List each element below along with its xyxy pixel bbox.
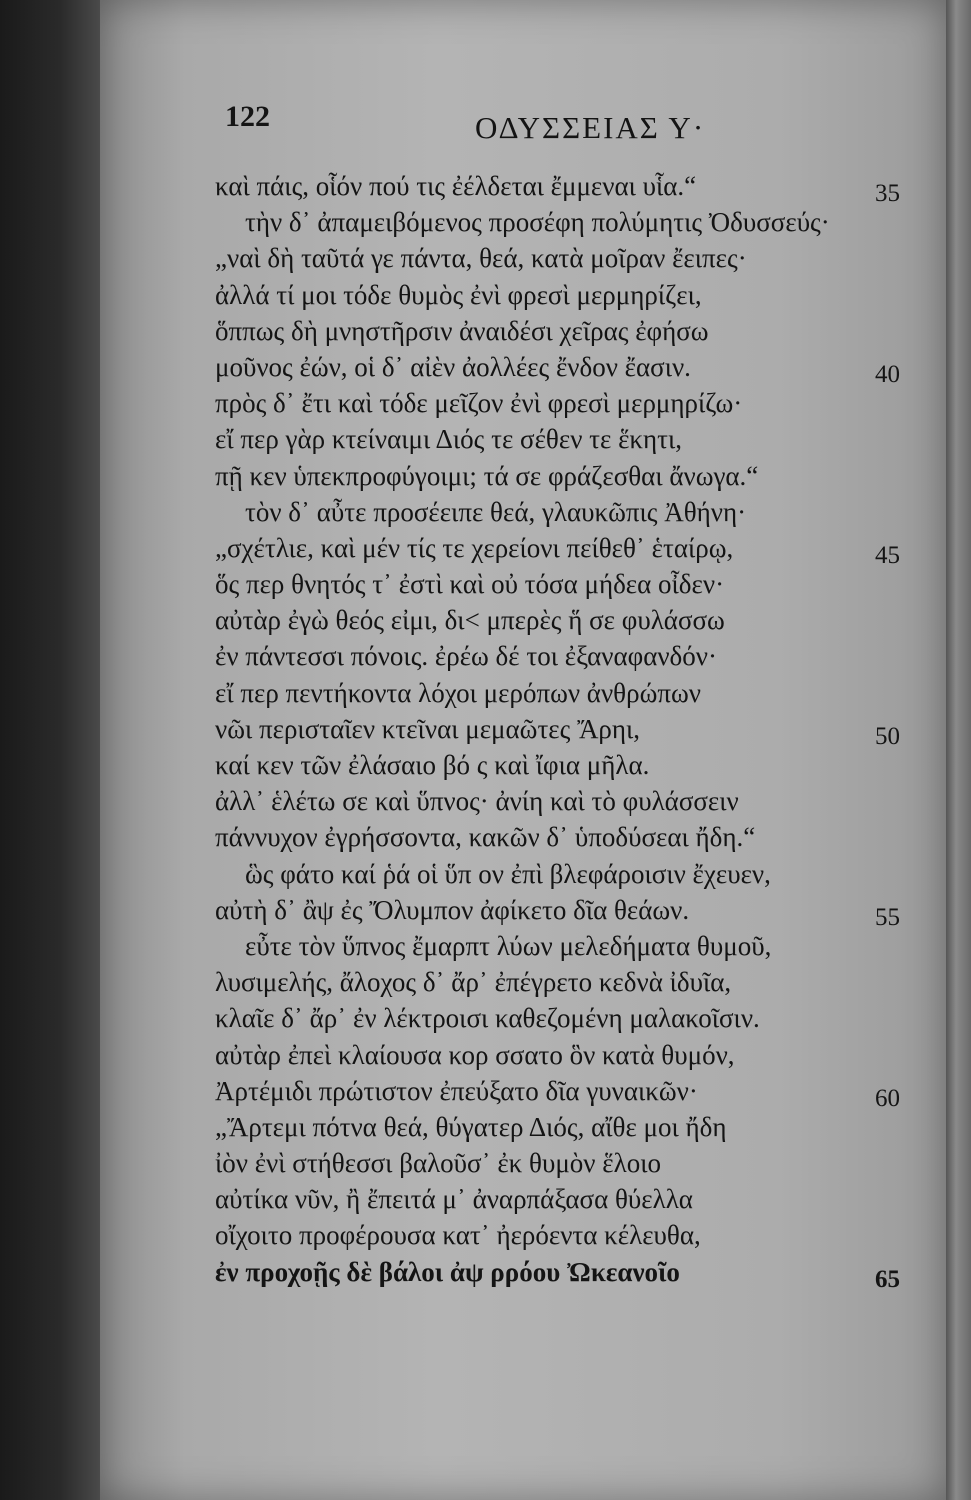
verse-line	[215, 747, 935, 783]
verse-line	[215, 856, 935, 892]
verse-line	[215, 1145, 935, 1181]
verse-text: μοῦνος ἐών, οἱ δ᾽ αἰὲν ἀολλέες ἔνδον ἔασιν.	[215, 351, 691, 382]
line-number: 45	[875, 541, 900, 569]
verse-text: οἴχοιτο προφέρουσα κατ᾽ ἠερόεντα κέλευθα,	[215, 1220, 701, 1251]
verse-line	[215, 638, 935, 674]
verse-text: πῇ κεν ὑπεκπροφύγοιμι; τά σε φράζεσθαι ἄνωγα.“	[215, 460, 759, 491]
verse-text: αὐτίκα νῦν, ἢ ἔπειτά μ᾽ ἀναρπάξασα θύελλα	[215, 1184, 693, 1215]
verse-line	[215, 1254, 935, 1293]
verse-line	[215, 602, 935, 638]
verse-line	[215, 1181, 935, 1217]
verse-line	[215, 964, 935, 1000]
verse-line	[215, 313, 935, 349]
line-number: 65	[875, 1265, 900, 1293]
verse-text: καί κεν τῶν ἐλάσαιο βό ς καὶ ἴφια μῆλα.	[215, 750, 650, 780]
verse-line	[215, 168, 935, 207]
verse-text: αὐτὰρ ἐπεὶ κλαίουσα κορ σσατο ὃν κατὰ θυμόν,	[215, 1039, 735, 1070]
verse-text: πρὸς δ᾽ ἔτι καὶ τόδε μεῖζον ἐνὶ φρεσὶ μερμηρίζω·	[215, 388, 743, 419]
verse-line	[215, 711, 935, 750]
verse-text: τὴν δ᾽ ἀπαμειβόμενος προσέφη πολύμητις Ὀδυσσεύς·	[245, 207, 830, 238]
verse-line	[215, 928, 935, 964]
verse-text: καὶ πάις, οἷόν πού τις ἐέλδεται ἔμμεναι υἷα.“	[215, 171, 697, 201]
scan-left-margin	[0, 0, 100, 1500]
verse-line	[215, 1037, 935, 1073]
verse-text: τὸν δ᾽ αὖτε προσέειπε θεά, γλαυκῶπις Ἀθήνη·	[245, 496, 747, 527]
verse-line	[215, 1109, 935, 1145]
line-number: 50	[875, 722, 900, 750]
verse-line	[215, 675, 935, 711]
verse-text: ὅς περ θνητός τ᾽ ἐστὶ καὶ οὐ τόσα μήδεα οἶδεν·	[215, 569, 725, 600]
verse-line	[215, 385, 935, 421]
verse-line	[215, 1000, 935, 1036]
verse-text: λυσιμελής, ἄλοχος δ᾽ ἄρ᾽ ἐπέγρετο κεδνὰ ἰδυῖα,	[215, 967, 732, 998]
verse-line	[215, 783, 935, 819]
verse-line	[215, 421, 935, 457]
running-head: ΟΔΥΣΣΕΙΑΣ Υ·	[475, 110, 706, 145]
verse-text: πάννυχον ἐγρήσσοντα, κακῶν δ᾽ ὑποδύσεαι ἤδη.“	[215, 822, 756, 853]
verse-text: „Ἄρτεμι πότνα θεά, θύγατερ Διός, αἴθε μοι ἤδη	[215, 1111, 727, 1142]
verse-line	[215, 458, 935, 494]
verse-text: αὐτὴ δ᾽ ἂψ ἐς Ὄλυμπον ἀφίκετο δῖα θεάων.	[215, 894, 690, 925]
verse-text: εἴ περ πεντήκοντα λόχοι μερόπων ἀνθρώπων	[215, 677, 701, 708]
page-edge-right	[946, 0, 971, 1500]
verse-line	[215, 530, 935, 569]
verse-text: „ναὶ δὴ ταῦτά γε πάντα, θεά, κατὰ μοῖραν ἔειπες·	[215, 243, 747, 274]
verse-line	[215, 566, 935, 602]
verse-line	[215, 277, 935, 313]
verse-line	[215, 204, 935, 240]
verse-text: „σχέτλιε, καὶ μέν τίς τε χερείονι πείθεθ᾽ ἑταίρῳ,	[215, 532, 734, 563]
line-number: 40	[875, 360, 900, 388]
verse-line	[215, 1073, 935, 1112]
verse-line	[215, 892, 935, 931]
line-number: 60	[875, 1084, 900, 1112]
verse-line	[215, 349, 935, 388]
verse-text: ἀλλά τί μοι τόδε θυμὸς ἐνὶ φρεσὶ μερμηρίζει,	[215, 279, 702, 310]
verse-line	[215, 819, 935, 855]
verse-text: ἐν προχοῇς δὲ βάλοι ἀψ ρρόου Ὠκεανοῖο	[215, 1256, 680, 1287]
verse-text: ἰὸν ἐνὶ στήθεσσι βαλοῦσ᾽ ἐκ θυμὸν ἕλοιο	[215, 1148, 661, 1179]
verse-text: νῶι περισταῖεν κτεῖναι μεμαῶτες Ἄρηι,	[215, 713, 641, 744]
verse-text: ὅππως δὴ μνηστῆρσιν ἀναιδέσι χεῖρας ἐφήσω	[215, 315, 709, 346]
verse-text: Ἀρτέμιδι πρώτιστον ἐπεύξατο δῖα γυναικῶν·	[215, 1075, 698, 1106]
verse-line	[215, 240, 935, 276]
verse-text: αὐτὰρ ἐγὼ θεός εἰμι, δι< μπερὲς ἥ σε φυλάσσω	[215, 605, 725, 636]
verse-text: εὖτε τὸν ὕπνος ἔμαρπτ λύων μελεδήματα θυμοῦ,	[245, 930, 772, 961]
verse-line	[215, 1217, 935, 1253]
verse-text: ἀλλ᾽ ἑλέτω σε καὶ ὕπνος· ἀνίη καὶ τὸ φυλάσσειν	[215, 786, 739, 817]
line-number: 35	[875, 180, 900, 207]
verse-text: ἐν πάντεσσι πόνοις. ἐρέω δέ τοι ἐξαναφανδόν·	[215, 641, 717, 672]
verse-text: ὣς φάτο καί ῥά οἱ ὕπ ον ἐπὶ βλεφάροισιν ἔχευεν,	[245, 858, 771, 889]
page-number: 122	[225, 100, 270, 133]
verse-text: εἴ περ γὰρ κτείναιμι Διός τε σέθεν τε ἕκητι,	[215, 424, 683, 455]
line-number: 55	[875, 903, 900, 931]
verse-line	[215, 494, 935, 530]
verse-text: κλαῖε δ᾽ ἄρ᾽ ἐν λέκτροισι καθεζομένη μαλακοῖσιν.	[215, 1003, 760, 1034]
verse-block	[215, 168, 935, 1293]
